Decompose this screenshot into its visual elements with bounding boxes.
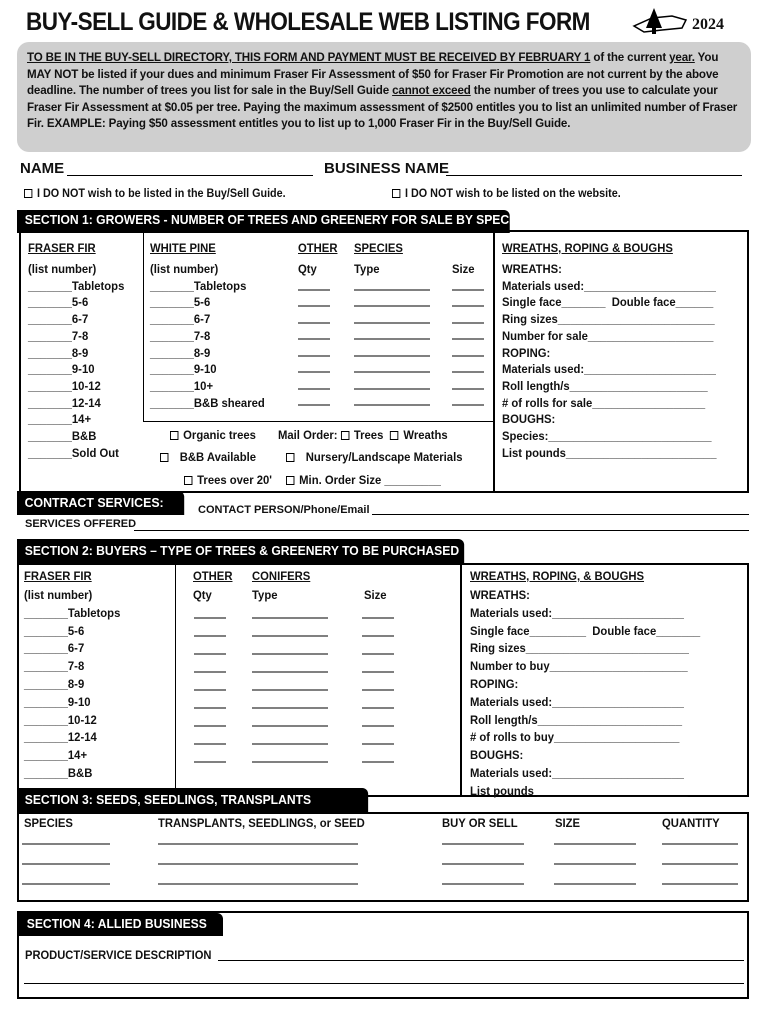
mail-order-wreaths-label: Wreaths (403, 428, 448, 442)
section1-divider-h (143, 421, 494, 422)
white-pine-list[interactable]: (list number) _______Tabletops _______5-6 _______6-7 _______7-8 _______8-9 _______9-10 _______10+ _______B&B sheared (150, 262, 265, 410)
buyer-wreaths-list[interactable]: WREATHS: Materials used:_____________________ Single face_________ Double face_______ Ring sizes__________________________ Number to buy______________________ ROPING: Materials used:_____________________ Roll length/s_______________________ # of rolls to buy____________________ BOUGHS: Materials used:_____________________ List pounds ________________________ (470, 588, 701, 798)
col-species: SPECIES (24, 816, 73, 830)
section2-divider-left (175, 565, 176, 797)
notice-deadline: TO BE IN THE BUY-SELL DIRECTORY, THIS FORM AND PAYMENT MUST BE RECEIVED BY FEBRUARY 1 (27, 51, 591, 64)
mail-order-label: Mail Order: (278, 428, 338, 442)
min-order-option[interactable] (286, 473, 441, 487)
checkbox[interactable] (390, 431, 398, 440)
services-offered-field[interactable] (134, 530, 749, 531)
section3-blank-lines[interactable] (20, 832, 746, 892)
notice-text-2: of the current (590, 51, 670, 64)
name-field[interactable] (67, 175, 313, 176)
buyer-species-blank-lines[interactable] (192, 602, 402, 772)
checkbox[interactable] (160, 453, 168, 462)
nc-tree-logo (632, 6, 688, 40)
checkbox[interactable] (286, 476, 294, 485)
opt-out-guide[interactable] (24, 187, 286, 200)
trees-over-option[interactable] (184, 473, 272, 487)
name-label: NAME (20, 160, 65, 177)
buyer-qty-subheading: Qty (193, 588, 212, 602)
size-subheading: Size (452, 262, 475, 276)
qty-subheading: Qty (298, 262, 317, 276)
species-blank-lines[interactable] (296, 276, 486, 416)
buyer-type-subheading: Type (252, 588, 278, 602)
product-service-field[interactable] (218, 960, 744, 961)
trees-over-label: Trees over 20' (197, 473, 272, 487)
bb-available-label: B&B Available (179, 450, 257, 464)
opt-out-web-label: I DO NOT wish to be listed on the website. (405, 187, 621, 200)
notice-text-5: cannot exceed (392, 84, 471, 97)
buyer-other-heading: OTHER (193, 569, 233, 583)
col-quantity: QUANTITY (662, 816, 720, 830)
notice-text-3: year. (669, 51, 695, 64)
organic-trees-label: Organic trees (183, 428, 256, 442)
notice-text-6: the number of trees you use to calculate your Fraser Fir Assessment at $0.05 per tree. Paying the maximum assessment of $2500 entitles you to list an unlimited number of Fraser Fir. EXAMPLE: Paying $50 assessment entitles you to list up to 1,000 Fraser Fir in the Buy/Sell Guide. (27, 84, 738, 130)
checkbox[interactable] (24, 189, 32, 198)
nursery-label: Nursery/Landscape Materials (305, 450, 463, 464)
bb-available-option[interactable] (160, 450, 256, 464)
wreaths-heading: WREATHS, ROPING & BOUGHS (502, 241, 673, 255)
contact-person-field[interactable] (372, 514, 749, 515)
conifers-heading: CONIFERS (252, 569, 311, 583)
section3-header: SECTION 3: SEEDS, SEEDLINGS, TRANSPLANTS (17, 788, 368, 813)
checkbox[interactable] (392, 189, 400, 198)
opt-out-web[interactable] (392, 187, 621, 200)
species-heading: SPECIES (354, 241, 403, 255)
buyer-fraser-list[interactable]: (list number) _______Tabletops _______5-6 _______6-7 _______7-8 _______8-9 _______9-10 _______10-12 _______12-14 _______14+ _______B&B (24, 588, 121, 780)
nursery-option[interactable] (286, 450, 462, 464)
section1-header: SECTION 1: GROWERS - NUMBER OF TREES AND GREENERY FOR SALE BY SPECIES (17, 210, 510, 233)
mail-order-option (278, 428, 448, 442)
services-offered-label: SERVICES OFFERED (25, 518, 137, 530)
opt-out-guide-label: I DO NOT wish to be listed in the Buy/Sell Guide. (37, 187, 286, 200)
wreaths-list[interactable]: WREATHS: Materials used:_____________________ Single face_______ Double face______ Ring sizes_________________________ Number for sale____________________ ROPING: Materials used:_____________________ Roll length/s______________________ # of rolls for sale__________________ BOUGHS: Species:__________________________ List pounds________________________ (502, 262, 717, 460)
type-subheading: Type (354, 262, 380, 276)
section1-divider-left (143, 232, 144, 422)
checkbox[interactable] (341, 431, 349, 440)
page-title: BUY-SELL GUIDE & WHOLESALE WEB LISTING FORM (26, 8, 590, 36)
buyer-wreaths-heading: WREATHS, ROPING, & BOUGHS (470, 569, 645, 583)
checkbox[interactable] (286, 453, 294, 462)
checkbox[interactable] (184, 476, 192, 485)
deadline-notice (17, 42, 751, 152)
notice-text-4: You MAY NOT be listed if your dues and minimum Fraser Fir Assessment of $50 for Fraser Fir Promotion are not current by the above deadline. The number of trees you list for sale in the Buy/Sell Guide (27, 51, 719, 97)
fraser-fir-heading: FRASER FIR (28, 241, 96, 255)
section2-divider-right (460, 565, 462, 797)
col-transplants: TRANSPLANTS, SEEDLINGS, or SEED (158, 816, 365, 830)
other-heading: OTHER (298, 241, 338, 255)
buyer-fraser-heading: FRASER FIR (24, 569, 92, 583)
fraser-fir-list[interactable]: (list number) _______Tabletops _______5-6 _______6-7 _______7-8 _______8-9 _______9-10 _______10-12 _______12-14 _______14+ _______B&B _______Sold Out (28, 262, 125, 460)
product-service-field-2[interactable] (24, 983, 744, 984)
business-name-label: BUSINESS NAME (324, 160, 450, 177)
checkbox[interactable] (170, 431, 178, 440)
white-pine-heading: WHITE PINE (150, 241, 216, 255)
col-buy-or-sell: BUY OR SELL (442, 816, 518, 830)
col-size: SIZE (555, 816, 581, 830)
section1-divider-right (493, 232, 495, 491)
business-name-field[interactable] (446, 175, 742, 176)
organic-trees-option[interactable] (170, 428, 256, 442)
section4-header: SECTION 4: ALLIED BUSINESS (26, 917, 207, 931)
mail-order-trees-label: Trees (353, 428, 384, 442)
buyer-size-subheading: Size (364, 588, 387, 602)
product-service-label: PRODUCT/SERVICE DESCRIPTION (25, 948, 212, 962)
contact-person-label: CONTACT PERSON/Phone/Email (198, 504, 370, 516)
form-year: 2024 (692, 16, 724, 33)
min-order-label: Min. Order Size _________ (299, 473, 441, 487)
section2-header: SECTION 2: BUYERS – TYPE OF TREES & GREENERY TO BE PURCHASED (17, 539, 464, 565)
contract-services-header: CONTRACT SERVICES: (17, 491, 184, 515)
